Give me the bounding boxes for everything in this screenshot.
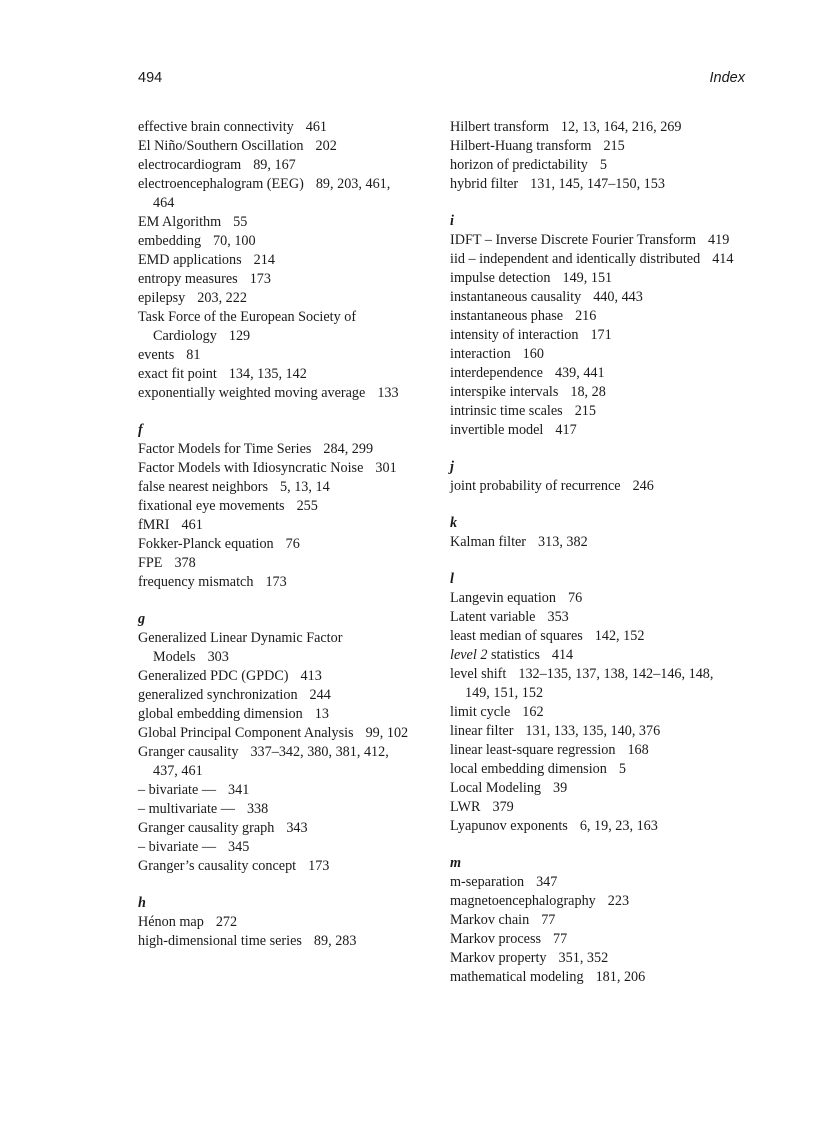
index-pages: 414 bbox=[551, 647, 574, 663]
index-term: – bivariate — bbox=[138, 839, 217, 855]
index-entry bbox=[450, 873, 740, 892]
index-term: hybrid filter bbox=[450, 176, 519, 192]
index-entry bbox=[450, 421, 740, 440]
index-letter-g: g bbox=[138, 611, 146, 627]
index-pages: 131, 133, 135, 140, 376 bbox=[525, 723, 661, 739]
index-pages: 173 bbox=[308, 858, 330, 874]
index-pages: 173 bbox=[265, 574, 287, 590]
index-entry bbox=[138, 346, 413, 365]
index-pages: 5 bbox=[599, 157, 607, 173]
index-entry bbox=[138, 459, 413, 478]
index-entry bbox=[450, 383, 740, 402]
index-letter-f: f bbox=[138, 422, 143, 438]
index-pages: 162 bbox=[522, 704, 544, 720]
index-pages: 214 bbox=[253, 252, 275, 268]
index-term: entropy measures bbox=[138, 271, 238, 287]
index-entry bbox=[138, 724, 413, 743]
index-term: Factor Models with Idiosyncratic Noise bbox=[138, 460, 364, 476]
running-head: Index bbox=[709, 70, 745, 86]
index-pages: 160 bbox=[522, 346, 544, 362]
index-term: instantaneous phase bbox=[450, 308, 564, 324]
index-pages: 303 bbox=[207, 649, 229, 665]
index-term: Generalized PDC (GPDC) bbox=[138, 668, 289, 684]
index-entry bbox=[450, 364, 740, 383]
index-pages: 171 bbox=[590, 327, 612, 343]
index-term: linear filter bbox=[450, 723, 514, 739]
index-entry bbox=[450, 911, 740, 930]
index-pages: 272 bbox=[215, 914, 238, 930]
index-term: electroencephalogram (EEG) bbox=[138, 176, 304, 192]
index-entry bbox=[450, 326, 740, 345]
index-entry bbox=[138, 913, 413, 932]
index-term: Granger causality graph bbox=[138, 820, 275, 836]
index-term: least median of squares bbox=[450, 628, 583, 644]
index-entry bbox=[138, 137, 413, 156]
index-term: local embedding dimension bbox=[450, 761, 607, 777]
index-group-i bbox=[450, 231, 740, 440]
index-entry bbox=[138, 800, 413, 819]
index-letter-i: i bbox=[450, 213, 454, 229]
index-pages: 337–342, 380, 381, 412, 437, 461 bbox=[153, 744, 389, 779]
index-term: exact fit point bbox=[138, 366, 217, 382]
index-entry bbox=[450, 118, 740, 137]
index-pages: 81 bbox=[186, 347, 201, 363]
index-pages: 413 bbox=[300, 668, 322, 684]
index-entry bbox=[450, 477, 740, 496]
index-entry bbox=[138, 554, 413, 573]
index-entry bbox=[138, 535, 413, 554]
index-term: global embedding dimension bbox=[138, 706, 303, 722]
index-pages: 99, 102 bbox=[365, 725, 409, 741]
index-entry bbox=[450, 817, 740, 836]
index-pages: 5 bbox=[618, 761, 626, 777]
index-pages: 134, 135, 142 bbox=[228, 366, 307, 382]
index-term: Hilbert-Huang transform bbox=[450, 138, 592, 154]
index-pages: 77 bbox=[541, 912, 556, 928]
index-term: interaction bbox=[450, 346, 511, 362]
index-pages: 89, 167 bbox=[253, 157, 296, 173]
index-entry bbox=[138, 781, 413, 800]
index-group-h bbox=[138, 913, 413, 951]
index-entry bbox=[138, 686, 413, 705]
index-term: Task Force of the European Society of Cardiology bbox=[138, 309, 357, 344]
index-term: intensity of interaction bbox=[450, 327, 579, 343]
index-entry bbox=[450, 703, 740, 722]
index-pages: 343 bbox=[286, 820, 308, 836]
page-number: 494 bbox=[138, 70, 163, 86]
index-term: magnetoencephalography bbox=[450, 893, 596, 909]
index-entry bbox=[138, 705, 413, 724]
index-pages: 203, 222 bbox=[197, 290, 247, 306]
index-term: IDFT – Inverse Discrete Fourier Transform bbox=[450, 232, 697, 248]
index-entry bbox=[450, 137, 740, 156]
index-entry bbox=[138, 819, 413, 838]
index-pages: 313, 382 bbox=[538, 534, 588, 550]
index-group-j bbox=[450, 477, 740, 496]
index-pages: 133 bbox=[377, 385, 399, 401]
index-pages: 440, 443 bbox=[593, 289, 643, 305]
index-entry bbox=[138, 289, 413, 308]
index-term: Generalized Linear Dynamic Factor Models bbox=[138, 630, 343, 665]
index-entry bbox=[450, 798, 740, 817]
index-term: LWR bbox=[450, 799, 481, 815]
index-entry bbox=[450, 665, 740, 703]
index-term: generalized synchronization bbox=[138, 687, 298, 703]
index-entry bbox=[450, 175, 740, 194]
index-term: m-separation bbox=[450, 874, 525, 890]
index-entry bbox=[138, 308, 413, 346]
index-pages: 284, 299 bbox=[323, 441, 374, 457]
index-entry bbox=[138, 270, 413, 289]
index-entry bbox=[138, 365, 413, 384]
index-entry bbox=[138, 478, 413, 497]
index-entry bbox=[138, 857, 413, 876]
index-term: Langevin equation bbox=[450, 590, 556, 606]
index-term: – multivariate — bbox=[138, 801, 235, 817]
index-pages: 77 bbox=[553, 931, 568, 947]
index-pages: 353 bbox=[547, 609, 569, 625]
index-letter-j: j bbox=[450, 459, 454, 475]
index-term: EM Algorithm bbox=[138, 214, 222, 230]
index-term: invertible model bbox=[450, 422, 544, 438]
index-entry bbox=[450, 779, 740, 798]
index-pages: 89, 283 bbox=[313, 933, 357, 949]
index-entry bbox=[450, 722, 740, 741]
index-term: embedding bbox=[138, 233, 202, 249]
index-pages: 378 bbox=[174, 555, 196, 571]
index-term: joint probability of recurrence bbox=[450, 478, 621, 494]
index-pages: 246 bbox=[632, 478, 654, 494]
index-column-left bbox=[138, 118, 413, 951]
index-pages: 419 bbox=[708, 232, 730, 248]
index-term: Markov process bbox=[450, 931, 542, 947]
index-term: horizon of predictability bbox=[450, 157, 588, 173]
index-term: iid – independent and identically distributed bbox=[450, 251, 701, 267]
index-pages: 215 bbox=[574, 403, 596, 419]
index-group-l bbox=[450, 589, 740, 836]
index-term: Latent variable bbox=[450, 609, 536, 625]
index-group-f bbox=[138, 440, 413, 592]
index-pages: 70, 100 bbox=[213, 233, 256, 249]
index-entry bbox=[138, 743, 413, 781]
index-term: Markov chain bbox=[450, 912, 530, 928]
index-term: Global Principal Component Analysis bbox=[138, 725, 354, 741]
index-pages: 351, 352 bbox=[558, 950, 609, 966]
index-pages: 439, 441 bbox=[554, 365, 605, 381]
index-pages: 168 bbox=[627, 742, 649, 758]
index-pages: 132–135, 137, 138, 142–146, 148, 149, 151, 152 bbox=[465, 666, 714, 701]
index-entry bbox=[138, 118, 413, 137]
index-entry bbox=[138, 497, 413, 516]
index-pages: 345 bbox=[228, 839, 250, 855]
index-group-g bbox=[138, 629, 413, 876]
index-term: level shift bbox=[450, 666, 507, 682]
index-entry bbox=[450, 231, 740, 250]
index-group-e bbox=[138, 118, 413, 403]
index-term: frequency mismatch bbox=[138, 574, 254, 590]
page-header bbox=[138, 70, 745, 90]
index-term: Hilbert transform bbox=[450, 119, 549, 135]
index-pages: 181, 206 bbox=[595, 969, 646, 985]
index-entry bbox=[138, 516, 413, 535]
index-entry bbox=[450, 949, 740, 968]
index-entry bbox=[450, 250, 740, 269]
index-letter-k: k bbox=[450, 515, 458, 531]
index-pages: 202 bbox=[315, 138, 337, 154]
index-pages: 12, 13, 164, 216, 269 bbox=[560, 119, 682, 135]
index-term: Fokker-Planck equation bbox=[138, 536, 274, 552]
index-entry bbox=[138, 932, 413, 951]
index-term: fixational eye movements bbox=[138, 498, 285, 514]
index-entry bbox=[138, 629, 413, 667]
index-pages: 301 bbox=[375, 460, 397, 476]
index-pages: 223 bbox=[607, 893, 630, 909]
index-pages: 89, 203, 461, 464 bbox=[153, 176, 391, 211]
index-term: false nearest neighbors bbox=[138, 479, 269, 495]
index-group-h-continued bbox=[450, 118, 740, 194]
index-term: Kalman filter bbox=[450, 534, 527, 550]
index-pages: 417 bbox=[555, 422, 577, 438]
index-entry bbox=[450, 589, 740, 608]
index-term: impulse detection bbox=[450, 270, 551, 286]
index-entry bbox=[450, 402, 740, 421]
index-entry bbox=[450, 608, 740, 627]
index-entry bbox=[450, 646, 740, 665]
index-letter-m: m bbox=[450, 855, 462, 871]
index-entry bbox=[450, 533, 740, 552]
index-term: Lyapunov exponents bbox=[450, 818, 568, 834]
index-entry bbox=[450, 968, 740, 987]
index-entry bbox=[450, 627, 740, 646]
index-pages: 173 bbox=[249, 271, 271, 287]
index-pages: 18, 28 bbox=[570, 384, 606, 400]
index-term: limit cycle bbox=[450, 704, 511, 720]
index-pages: 347 bbox=[536, 874, 558, 890]
index-pages: 5, 13, 14 bbox=[280, 479, 330, 495]
index-term: El Niño/Southern Oscillation bbox=[138, 138, 304, 154]
index-group-m bbox=[450, 873, 740, 987]
index-pages: 55 bbox=[233, 214, 248, 230]
index-term: interdependence bbox=[450, 365, 543, 381]
index-letter-l: l bbox=[450, 571, 454, 587]
index-entry bbox=[138, 175, 413, 213]
index-pages: 39 bbox=[553, 780, 568, 796]
index-term: instantaneous causality bbox=[450, 289, 582, 305]
index-pages: 341 bbox=[228, 782, 250, 798]
index-pages: 216 bbox=[575, 308, 597, 324]
index-term: FPE bbox=[138, 555, 163, 571]
index-term: EMD applications bbox=[138, 252, 242, 268]
index-pages: 76 bbox=[567, 590, 583, 606]
index-term: interspike intervals bbox=[450, 384, 559, 400]
index-entry bbox=[450, 892, 740, 911]
index-term: Hénon map bbox=[138, 914, 204, 930]
index-term: Markov property bbox=[450, 950, 547, 966]
index-pages: 414 bbox=[712, 251, 734, 267]
index-pages: 6, 19, 23, 163 bbox=[579, 818, 658, 834]
index-pages: 142, 152 bbox=[594, 628, 645, 644]
index-entry bbox=[450, 269, 740, 288]
index-term: Local Modeling bbox=[450, 780, 542, 796]
index-entry bbox=[138, 838, 413, 857]
index-term: effective brain connectivity bbox=[138, 119, 294, 135]
index-entry bbox=[450, 288, 740, 307]
index-pages: 131, 145, 147–150, 153 bbox=[530, 176, 665, 192]
index-term: mathematical modeling bbox=[450, 969, 584, 985]
index-entry bbox=[138, 156, 413, 175]
index-entry bbox=[450, 760, 740, 779]
index-term: – bivariate — bbox=[138, 782, 217, 798]
index-pages: 149, 151 bbox=[562, 270, 613, 286]
index-term: Granger’s causality concept bbox=[138, 858, 297, 874]
index-entry bbox=[138, 667, 413, 686]
index-pages: 13 bbox=[314, 706, 329, 722]
index-term: high-dimensional time series bbox=[138, 933, 302, 949]
index-term-emphasis: level 2 bbox=[450, 647, 488, 663]
index-term: events bbox=[138, 347, 175, 363]
index-pages: 129 bbox=[228, 328, 251, 344]
index-pages: 461 bbox=[181, 517, 203, 533]
index-pages: 255 bbox=[296, 498, 318, 514]
index-term: fMRI bbox=[138, 517, 170, 533]
index-entry bbox=[138, 384, 413, 403]
index-term: statistics bbox=[487, 647, 540, 663]
index-group-k bbox=[450, 533, 740, 552]
index-entry bbox=[450, 930, 740, 949]
index-pages: 461 bbox=[305, 119, 328, 135]
index-term: Factor Models for Time Series bbox=[138, 441, 312, 457]
index-entry bbox=[138, 440, 413, 459]
index-entry bbox=[138, 232, 413, 251]
index-pages: 76 bbox=[285, 536, 300, 552]
index-entry bbox=[450, 156, 740, 175]
index-pages: 215 bbox=[603, 138, 625, 154]
index-entry bbox=[450, 345, 740, 364]
index-term: intrinsic time scales bbox=[450, 403, 563, 419]
index-term: linear least-square regression bbox=[450, 742, 616, 758]
index-entry bbox=[450, 307, 740, 326]
index-term: Granger causality bbox=[138, 744, 239, 760]
index-entry bbox=[138, 573, 413, 592]
index-pages: 379 bbox=[492, 799, 514, 815]
index-column-right bbox=[450, 118, 740, 987]
index-pages: 338 bbox=[246, 801, 269, 817]
index-entry bbox=[450, 741, 740, 760]
index-pages: 244 bbox=[309, 687, 331, 703]
index-entry bbox=[138, 251, 413, 270]
index-entry bbox=[138, 213, 413, 232]
index-term: electrocardiogram bbox=[138, 157, 242, 173]
index-letter-h: h bbox=[138, 895, 146, 911]
index-term: exponentially weighted moving average bbox=[138, 385, 366, 401]
index-term: epilepsy bbox=[138, 290, 186, 306]
